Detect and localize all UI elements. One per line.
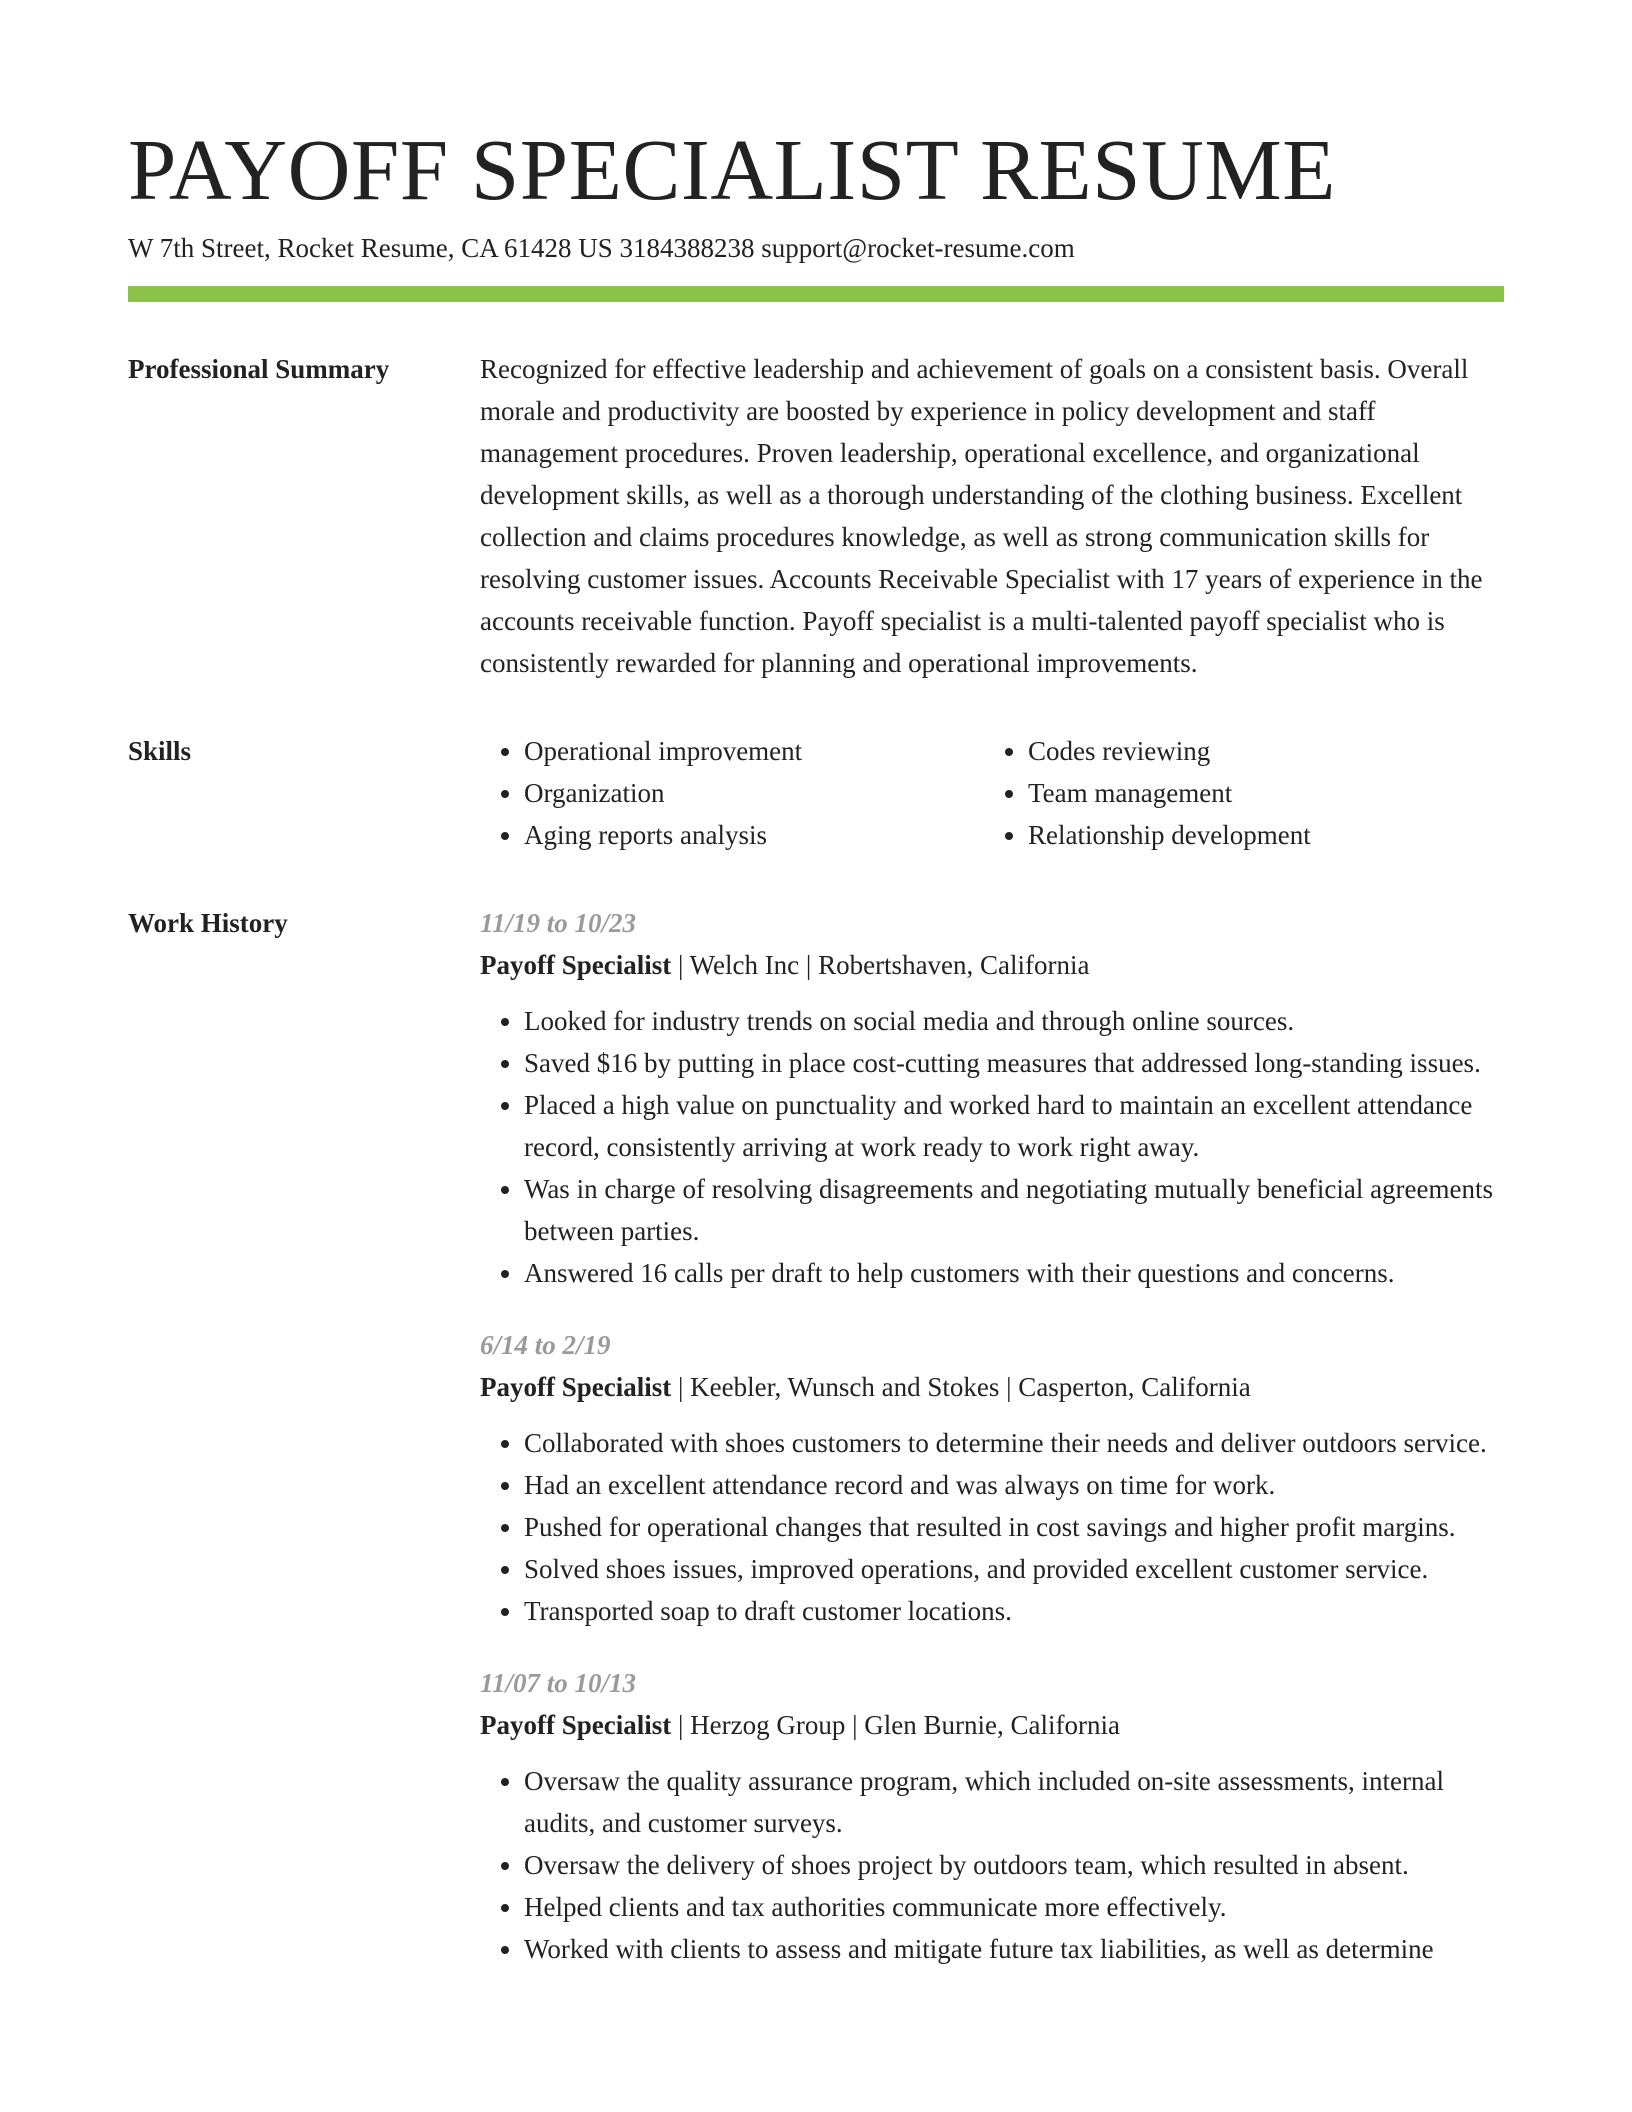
accent-divider [128, 286, 1504, 302]
contact-info: W 7th Street, Rocket Resume, CA 61428 US 3184388238 support@rocket-resume.com [128, 233, 1075, 263]
job-title: Payoff Specialist [480, 950, 672, 980]
job-title: Payoff Specialist [480, 1710, 672, 1740]
section-label-skills: Skills [128, 736, 192, 766]
job-heading [480, 1704, 1504, 1746]
skills-list-left [480, 730, 984, 856]
job-bullet: • Helped clients and tax authorities communicate more effectively. [524, 1886, 1504, 1928]
job-entry [480, 1662, 1504, 1970]
job-bullet: • Placed a high value on punctuality and worked hard to maintain an excellent attendance record, consistently arriving at work ready to work right away. [524, 1084, 1504, 1168]
skill-item: • Codes reviewing [1028, 730, 1488, 772]
job-heading [480, 1366, 1504, 1408]
job-heading [480, 944, 1504, 986]
section-label-work: Work History [128, 908, 288, 938]
job-bullet: • Solved shoes issues, improved operations, and provided excellent customer service. [524, 1548, 1504, 1590]
job-bullet: • Worked with clients to assess and mitigate future tax liabilities, as well as determine [524, 1928, 1504, 1970]
skills-grid [480, 730, 1504, 856]
job-bullet-list [480, 1422, 1504, 1632]
job-entry [480, 1324, 1504, 1632]
job-dates: 11/07 to 10/13 [480, 1668, 637, 1698]
job-bullet: • Had an excellent attendance record and was always on time for work. [524, 1464, 1504, 1506]
job-details: | Herzog Group | Glen Burnie, California [671, 1710, 1120, 1740]
skills-list-right [984, 730, 1488, 856]
resume-title: PAYOFF SPECIALIST RESUME [128, 121, 1336, 218]
job-entry [480, 902, 1504, 1294]
section-label-summary: Professional Summary [128, 354, 390, 384]
skill-item: • Organization [524, 772, 984, 814]
job-bullet-list [480, 1000, 1504, 1294]
job-bullet: • Oversaw the delivery of shoes project by outdoors team, which resulted in absent. [524, 1844, 1504, 1886]
job-bullet: • Pushed for operational changes that resulted in cost savings and higher profit margins. [524, 1506, 1504, 1548]
job-bullet: • Answered 16 calls per draft to help customers with their questions and concerns. [524, 1252, 1504, 1294]
work-history-body [480, 902, 1504, 1970]
job-bullet: • Collaborated with shoes customers to determine their needs and deliver outdoors service. [524, 1422, 1504, 1464]
job-bullet-list [480, 1760, 1504, 1970]
job-bullet: • Looked for industry trends on social media and through online sources. [524, 1000, 1504, 1042]
work-history-section [128, 902, 1504, 1970]
job-details: | Keebler, Wunsch and Stokes | Casperton, California [671, 1372, 1251, 1402]
skill-item: • Team management [1028, 772, 1488, 814]
skills-section [128, 730, 1504, 856]
skills-body [480, 730, 1504, 856]
job-bullet: • Was in charge of resolving disagreements and negotiating mutually beneficial agreements between parties. [524, 1168, 1504, 1252]
job-details: | Welch Inc | Robertshaven, California [671, 950, 1090, 980]
job-bullet: • Saved $16 by putting in place cost-cutting measures that addressed long-standing issues. [524, 1042, 1504, 1084]
skill-item: • Operational improvement [524, 730, 984, 772]
resume-page [128, 120, 1504, 1970]
job-bullet: • Oversaw the quality assurance program, which included on-site assessments, internal audits, and customer surveys. [524, 1760, 1504, 1844]
professional-summary-section [128, 348, 1504, 684]
skill-item: • Aging reports analysis [524, 814, 984, 856]
skill-item: • Relationship development [1028, 814, 1488, 856]
summary-text: Recognized for effective leadership and achievement of goals on a consistent basis. Overall morale and productivity are boosted by experience in policy development and staff management procedures. Proven leadership, operational excellence, and organizational development skills, as well as a thorough understanding of the clothing business. Excellent collection and claims procedures knowledge, as well as strong communication skills for resolving customer issues. Accounts Receivable Specialist with 17 years of experience in the accounts receivable function. Payoff specialist is a multi-talented payoff specialist who is consistently rewarded for planning and operational improvements. [480, 354, 1483, 678]
job-dates: 6/14 to 2/19 [480, 1330, 611, 1360]
job-dates: 11/19 to 10/23 [480, 908, 637, 938]
job-bullet: • Transported soap to draft customer locations. [524, 1590, 1504, 1632]
job-title: Payoff Specialist [480, 1372, 672, 1402]
summary-body [480, 348, 1504, 684]
